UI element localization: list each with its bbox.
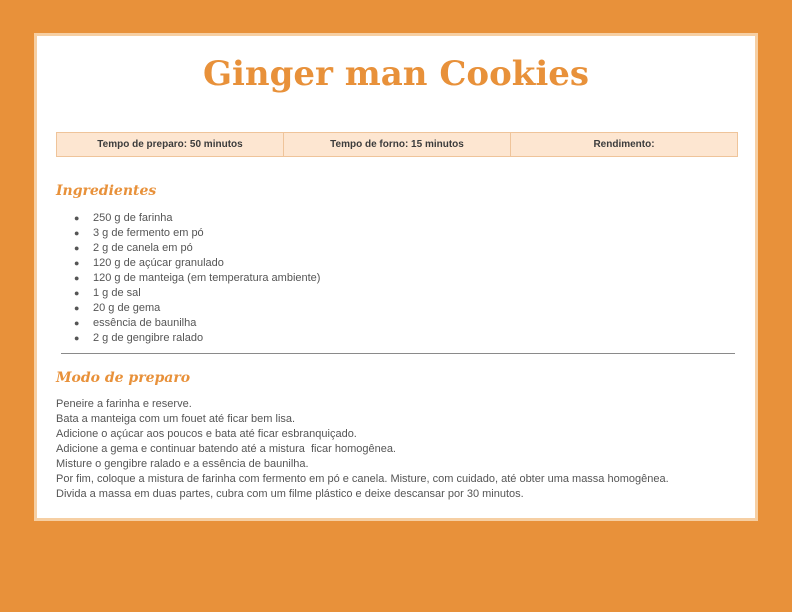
ingredient-text: 2 g de canela em pó	[93, 242, 193, 254]
ingredient-text: 1 g de sal	[93, 287, 141, 299]
recipe-info-table	[56, 132, 738, 157]
ingredient-text: 2 g de gengibre ralado	[93, 332, 204, 344]
bullet-icon: ●	[74, 318, 80, 328]
bullet-icon: ●	[74, 213, 80, 223]
bullet-icon: ●	[74, 303, 80, 313]
ingredient-text: essência de baunilha	[93, 317, 197, 329]
method-step: Adicione o açúcar aos poucos e bata até ficar esbranquiçado.	[56, 428, 357, 440]
ingredient-item	[56, 211, 320, 226]
bullet-icon: ●	[74, 258, 80, 268]
info-row	[57, 133, 738, 157]
ingredient-item	[56, 256, 320, 271]
bullet-icon: ●	[74, 228, 80, 238]
ingredient-text: 250 g de farinha	[93, 212, 173, 224]
ingredient-item	[56, 226, 320, 241]
bullet-icon: ●	[74, 243, 80, 253]
method-step: Bata a manteiga com um fouet até ficar bem lisa.	[56, 413, 296, 425]
section-divider	[61, 353, 735, 354]
ingredient-item	[56, 271, 320, 286]
bake-time-cell: Tempo de forno: 15 minutos	[284, 133, 511, 157]
ingredient-text: 120 g de manteiga (em temperatura ambiente)	[93, 272, 321, 284]
method-step: Adicione a gema e continuar batendo até a mistura ficar homogênea.	[56, 443, 396, 455]
ingredient-item	[56, 331, 320, 346]
recipe-title: Ginger man Cookies	[202, 54, 590, 94]
yield-cell: Rendimento:	[511, 133, 738, 157]
ingredient-item	[56, 301, 320, 316]
method-heading: Modo de preparo	[56, 370, 191, 386]
method-step: Divida a massa em duas partes, cubra com um filme plástico e deixe descansar por 30 minutos.	[56, 488, 524, 500]
method-step: Peneire a farinha e reserve.	[56, 398, 192, 410]
ingredient-text: 120 g de açúcar granulado	[93, 257, 224, 269]
method-step: Misture o gengibre ralado e a essência de baunilha.	[56, 458, 309, 470]
ingredient-item	[56, 286, 320, 301]
bullet-icon: ●	[74, 273, 80, 283]
ingredient-item	[56, 241, 320, 256]
bullet-icon: ●	[74, 333, 80, 343]
ingredient-text: 3 g de fermento em pó	[93, 227, 204, 239]
ingredients-heading: Ingredientes	[56, 183, 157, 199]
bullet-icon: ●	[74, 288, 80, 298]
prep-time-cell: Tempo de preparo: 50 minutos	[57, 133, 284, 157]
method-steps	[56, 397, 669, 502]
recipe-card	[34, 33, 758, 521]
ingredient-text: 20 g de gema	[93, 302, 161, 314]
ingredient-item	[56, 316, 320, 331]
method-step: Por fim, coloque a mistura de farinha com fermento em pó e canela. Misture, com cuidado, até obter uma massa homogênea.	[56, 473, 669, 485]
ingredient-list	[56, 211, 320, 346]
